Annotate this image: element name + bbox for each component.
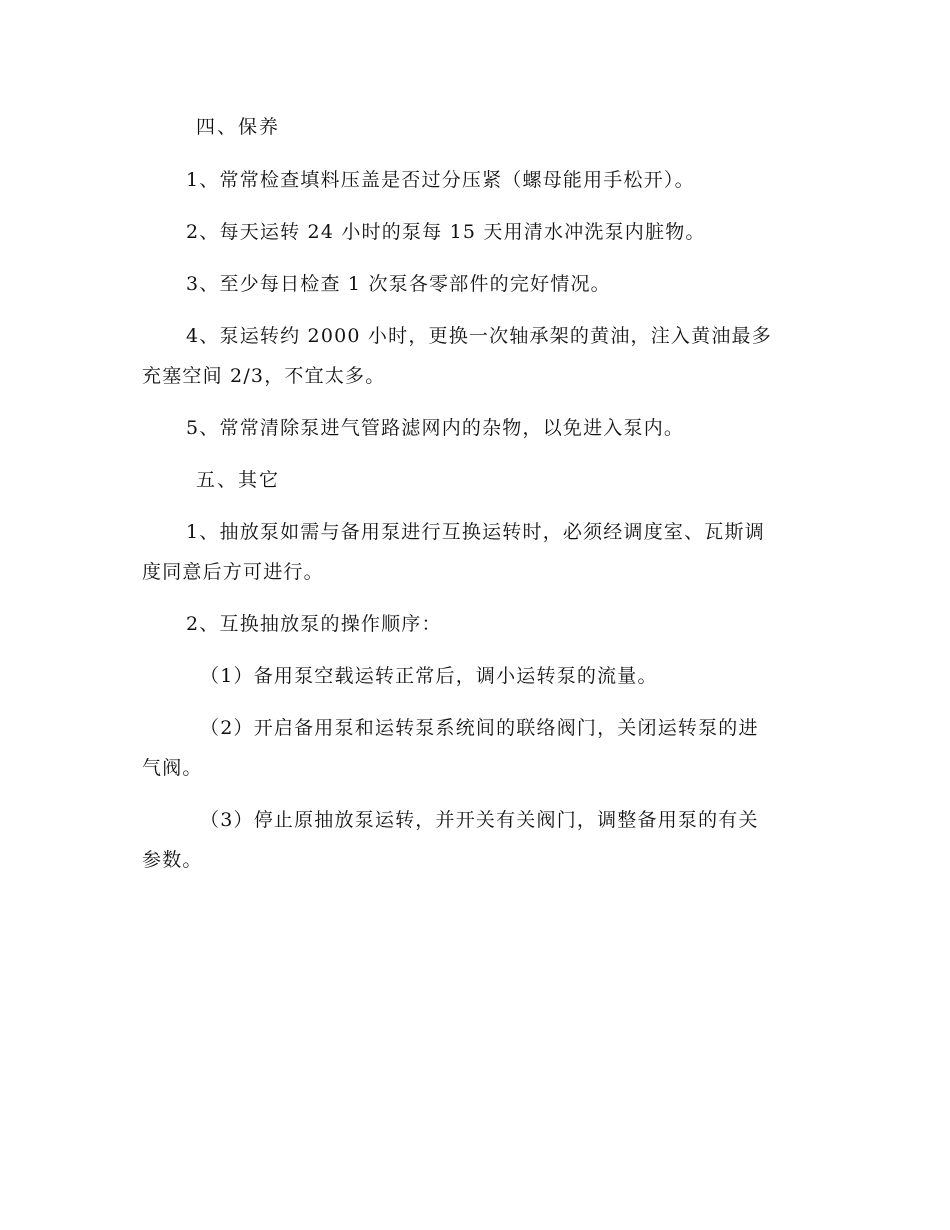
switch-step-3-line2: 参数。 xyxy=(142,849,203,871)
other-item-1-line2: 度同意后方可进行。 xyxy=(142,561,324,583)
maintenance-item-4-line2: 充塞空间 2/3，不宜太多。 xyxy=(142,365,386,387)
section-heading-maintenance: 四、保养 xyxy=(196,116,281,138)
switch-step-3-line1: （3）停止原抽放泵运转，并开关有关阀门，调整备用泵的有关 xyxy=(200,809,759,831)
switch-step-2-line2: 气阀。 xyxy=(142,757,203,779)
switch-step-2-line1: （2）开启备用泵和运转泵系统间的联络阀门，关闭运转泵的进 xyxy=(200,717,759,739)
maintenance-item-2: 2、每天运转 24 小时的泵每 15 天用清水冲洗泵内脏物。 xyxy=(186,221,706,243)
maintenance-item-5: 5、常常清除泵进气管路滤网内的杂物，以免进入泵内。 xyxy=(186,417,685,439)
section-heading-other: 五、其它 xyxy=(196,469,281,491)
other-item-2: 2、互换抽放泵的操作顺序： xyxy=(186,613,442,635)
maintenance-item-1: 1、常常检查填料压盖是否过分压紧（螺母能用手松开）。 xyxy=(186,169,695,191)
maintenance-item-3: 3、至少每日检查 1 次泵各零部件的完好情况。 xyxy=(186,273,611,295)
other-item-1-line1: 1、抽放泵如需与备用泵进行互换运转时，必须经调度室、瓦斯调 xyxy=(186,521,765,543)
switch-step-1: （1）备用泵空载运转正常后，调小运转泵的流量。 xyxy=(200,665,658,687)
maintenance-item-4-line1: 4、泵运转约 2000 小时，更换一次轴承架的黄油，注入黄油最多 xyxy=(186,325,772,347)
